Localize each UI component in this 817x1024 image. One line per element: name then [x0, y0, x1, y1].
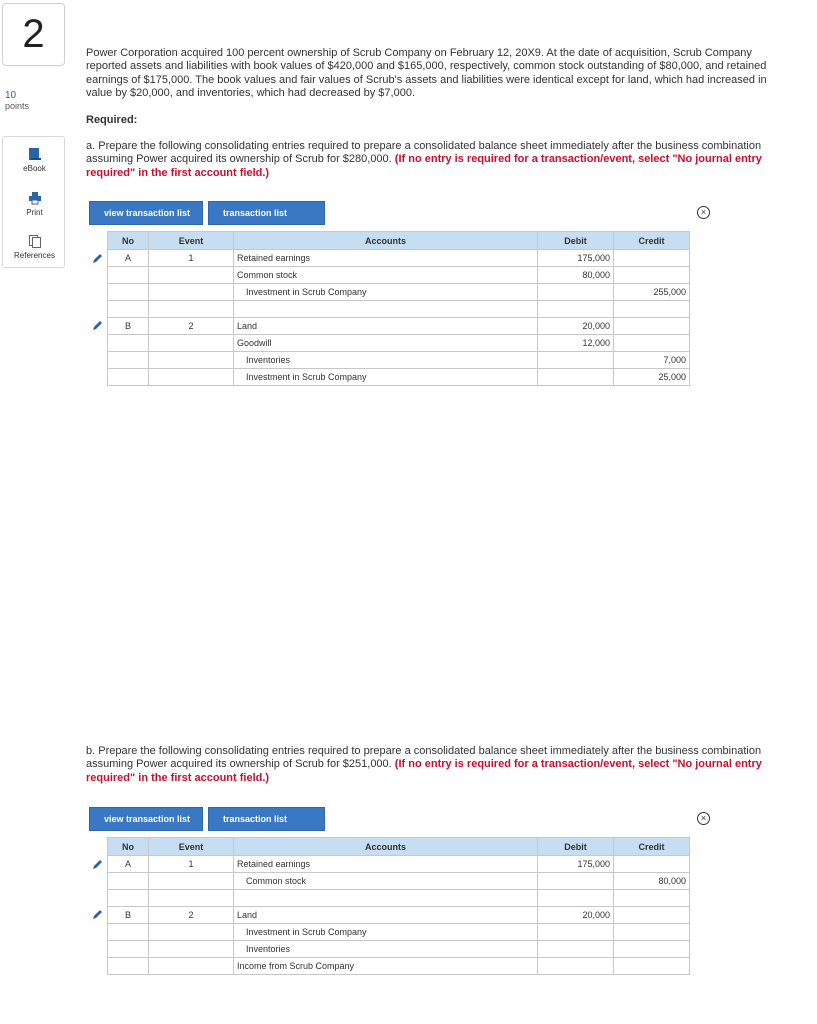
header-debit: Debit	[538, 838, 614, 856]
credit-cell[interactable]	[614, 250, 690, 267]
part-b-transaction-list-button[interactable]: transaction list	[208, 807, 325, 831]
table-row	[108, 958, 690, 975]
header-no: No	[108, 232, 149, 250]
debit-cell[interactable]	[538, 284, 614, 301]
debit-cell[interactable]	[538, 924, 614, 941]
account-cell[interactable]: Retained earnings	[234, 856, 538, 873]
header-no: No	[108, 838, 149, 856]
table-row	[108, 369, 690, 386]
account-cell[interactable]: Inventories	[234, 941, 538, 958]
part-a-text: a. Prepare the following consolidating entries required to prepare a consolidated balance sheet immediately after the business combination assuming Power acquired its ownership of Scrub for $280,000.	[86, 140, 762, 166]
debit-cell[interactable]: 175,000	[538, 856, 614, 873]
header-accounts: Accounts	[234, 232, 538, 250]
debit-cell[interactable]: 20,000	[538, 318, 614, 335]
debit-cell[interactable]	[538, 890, 614, 907]
table-row	[108, 856, 690, 873]
credit-cell[interactable]: 25,000	[614, 369, 690, 386]
question-number: 2	[2, 3, 65, 66]
debit-cell[interactable]	[538, 352, 614, 369]
ebook-label: eBook	[23, 164, 46, 173]
table-row	[108, 318, 690, 335]
header-debit: Debit	[538, 232, 614, 250]
header-accounts: Accounts	[234, 838, 538, 856]
credit-cell[interactable]: 80,000	[614, 873, 690, 890]
table-row	[108, 284, 690, 301]
account-cell[interactable]: Inventories	[234, 352, 538, 369]
table-row	[108, 907, 690, 924]
header-credit: Credit	[614, 838, 690, 856]
entry-no: B	[108, 907, 149, 924]
account-cell[interactable]: Land	[234, 318, 538, 335]
table-row	[108, 301, 690, 318]
entry-no: A	[108, 856, 149, 873]
part-b-instructions	[86, 745, 776, 785]
part-b-note: (If no entry is required for a transaction/event, select "No journal entry required" in the first account field.)	[86, 758, 762, 784]
account-cell[interactable]: Investment in Scrub Company	[234, 369, 538, 386]
tool-panel	[2, 136, 65, 268]
debit-cell[interactable]: 175,000	[538, 250, 614, 267]
account-cell[interactable]: Land	[234, 907, 538, 924]
table-header	[108, 838, 690, 856]
credit-cell[interactable]	[614, 301, 690, 318]
debit-cell[interactable]	[538, 301, 614, 318]
credit-cell[interactable]	[614, 890, 690, 907]
table-row	[108, 873, 690, 890]
part-a-transaction-list-button[interactable]: transaction list	[208, 201, 325, 225]
header-event: Event	[149, 838, 234, 856]
part-b-edit-entry-a-icon[interactable]	[91, 858, 104, 871]
problem-statement: Power Corporation acquired 100 percent ownership of Scrub Company on February 12, 20X9. At the date of acquisition, Scrub Company reported assets and liabilities with book values of $420,000 and $165,000, respectively, common stock outstanding of $80,000, and retained earnings of $175,000. The book values and fair values of Scrub's assets and liabilities were identical except for land, which had increased in value by $20,000, and inventories, which had decreased by $7,000.	[86, 47, 767, 99]
part-a-edit-entry-b-icon[interactable]	[91, 319, 104, 332]
references-button[interactable]	[3, 234, 66, 260]
account-cell[interactable]	[234, 890, 538, 907]
entry-no: A	[108, 250, 149, 267]
credit-cell[interactable]: 7,000	[614, 352, 690, 369]
entry-event: 1	[149, 250, 234, 267]
references-icon	[28, 234, 42, 248]
part-a-journal-table	[107, 231, 690, 386]
account-cell[interactable]: Common stock	[234, 873, 538, 890]
print-button[interactable]	[3, 191, 66, 217]
ebook-icon	[28, 147, 42, 161]
table-header	[108, 232, 690, 250]
credit-cell[interactable]	[614, 941, 690, 958]
print-label: Print	[26, 208, 43, 217]
part-b-close-icon[interactable]: ×	[697, 812, 710, 825]
points-label: points	[5, 101, 30, 111]
account-cell[interactable]: Income from Scrub Company	[234, 958, 538, 975]
account-cell[interactable]: Goodwill	[234, 335, 538, 352]
credit-cell[interactable]	[614, 318, 690, 335]
credit-cell[interactable]	[614, 856, 690, 873]
required-heading: Required:	[86, 114, 138, 126]
header-credit: Credit	[614, 232, 690, 250]
debit-cell[interactable]: 20,000	[538, 907, 614, 924]
credit-cell[interactable]	[614, 907, 690, 924]
part-b-journal-table	[107, 837, 690, 975]
debit-cell[interactable]	[538, 369, 614, 386]
part-b-edit-entry-b-icon[interactable]	[91, 908, 104, 921]
print-icon	[28, 191, 42, 205]
entry-event: 1	[149, 856, 234, 873]
part-b-text: b. Prepare the following consolidating entries required to prepare a consolidated balance sheet immediately after the business combination assuming Power acquired its ownership of Scrub for $251,000.	[86, 745, 762, 771]
part-a-instructions	[86, 140, 776, 180]
part-a-edit-entry-a-icon[interactable]	[91, 252, 104, 265]
debit-cell[interactable]	[538, 873, 614, 890]
part-a-close-icon[interactable]: ×	[697, 206, 710, 219]
account-cell[interactable]: Retained earnings	[234, 250, 538, 267]
ebook-button[interactable]	[3, 147, 66, 173]
table-row	[108, 352, 690, 369]
table-row	[108, 890, 690, 907]
entry-event: 2	[149, 318, 234, 335]
debit-cell[interactable]	[538, 941, 614, 958]
credit-cell[interactable]	[614, 924, 690, 941]
entry-no: B	[108, 318, 149, 335]
credit-cell[interactable]	[614, 267, 690, 284]
references-label: References	[14, 251, 55, 260]
header-event: Event	[149, 232, 234, 250]
table-row	[108, 335, 690, 352]
account-cell[interactable]: Common stock	[234, 267, 538, 284]
credit-cell[interactable]: 255,000	[614, 284, 690, 301]
part-a-note: (If no entry is required for a transaction/event, select "No journal entry required" in the first account field.)	[86, 153, 762, 179]
points-value: 10	[5, 90, 17, 101]
table-row	[108, 924, 690, 941]
debit-cell[interactable]: 12,000	[538, 335, 614, 352]
account-cell[interactable]: Investment in Scrub Company	[234, 924, 538, 941]
table-row	[108, 250, 690, 267]
debit-cell[interactable]: 80,000	[538, 267, 614, 284]
account-cell[interactable]	[234, 301, 538, 318]
credit-cell[interactable]	[614, 335, 690, 352]
part-a-view-transaction-list-button[interactable]: view transaction list	[89, 201, 203, 225]
credit-cell[interactable]	[614, 958, 690, 975]
entry-event: 2	[149, 907, 234, 924]
table-row	[108, 267, 690, 284]
table-row	[108, 941, 690, 958]
debit-cell[interactable]	[538, 958, 614, 975]
account-cell[interactable]: Investment in Scrub Company	[234, 284, 538, 301]
part-b-view-transaction-list-button[interactable]: view transaction list	[89, 807, 203, 831]
